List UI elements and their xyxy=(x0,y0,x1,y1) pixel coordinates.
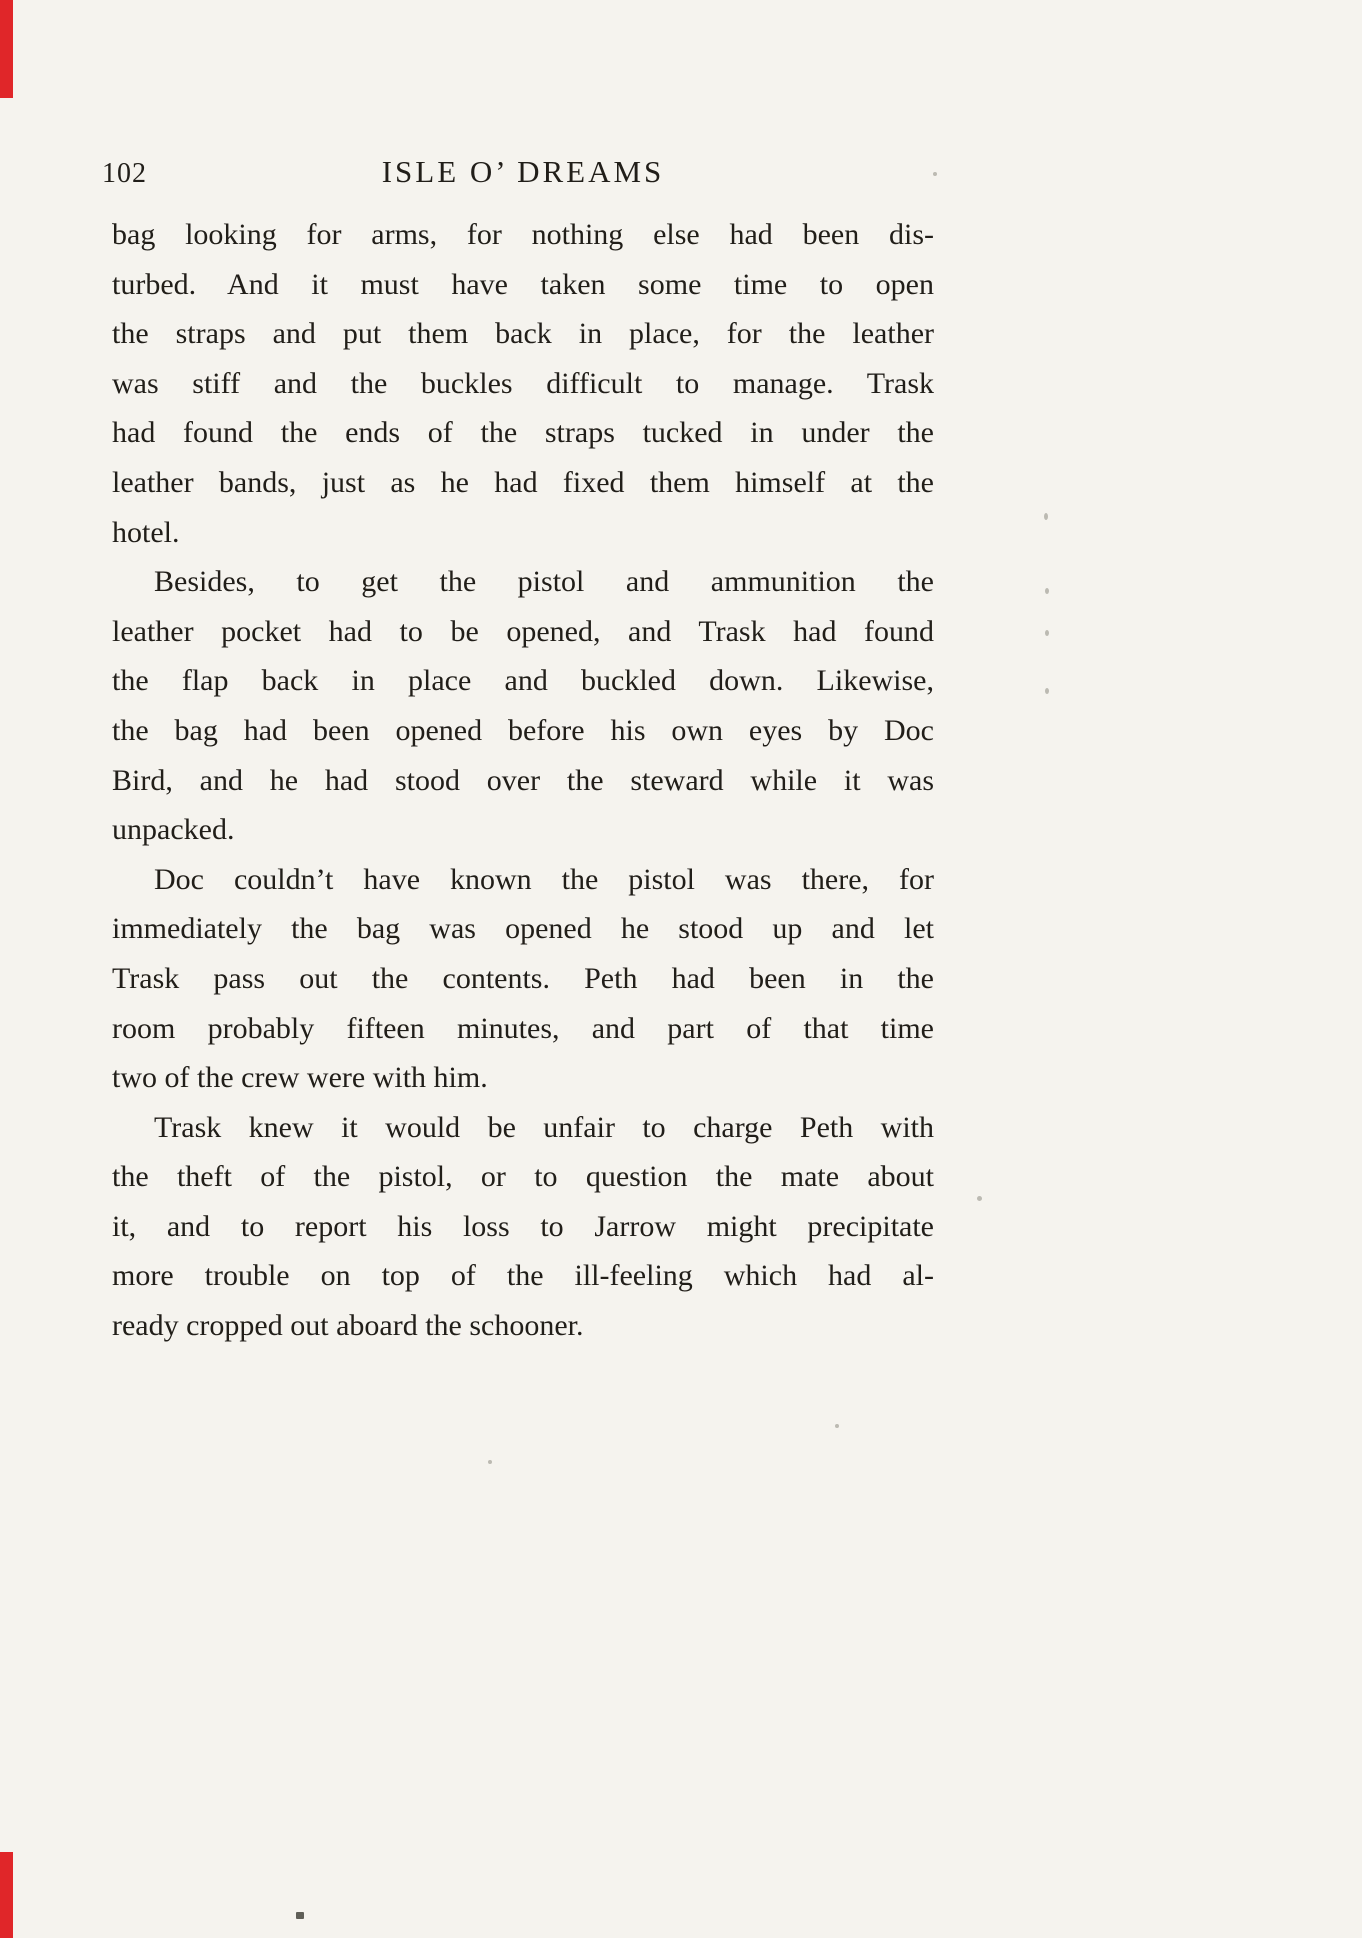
scan-speck xyxy=(977,1196,982,1201)
text-line: the flap back in place and buckled down. Likewise, xyxy=(112,664,934,698)
scan-speck xyxy=(1045,630,1049,636)
text-line: was stiff and the buckles difficult to manage. Trask xyxy=(112,366,934,400)
text-line: ready cropped out aboard the schooner. xyxy=(112,1309,584,1343)
scan-speck xyxy=(835,1424,839,1428)
text-line: Besides, to get the pistol and ammunition the xyxy=(154,565,934,599)
text-line: immediately the bag was opened he stood up and let xyxy=(112,912,934,946)
scan-edge-mark-top xyxy=(0,0,13,98)
text-line: Trask knew it would be unfair to charge Peth with xyxy=(154,1110,934,1144)
text-line: hotel. xyxy=(112,515,180,549)
paragraph xyxy=(112,1103,934,1351)
paragraph xyxy=(112,557,934,855)
scan-speck xyxy=(933,172,937,176)
text-line: Trask pass out the contents. Peth had been in the xyxy=(112,961,934,995)
text-line: unpacked. xyxy=(112,813,235,847)
paragraph xyxy=(112,210,934,557)
page-header xyxy=(102,0,934,190)
text-line: leather bands, just as he had fixed them himself at the xyxy=(112,465,934,499)
text-line: room probably fifteen minutes, and part of that time xyxy=(112,1011,934,1045)
text-block xyxy=(112,210,934,1351)
text-line: leather pocket had to be opened, and Trask had found xyxy=(112,614,934,648)
text-line: Doc couldn’t have known the pistol was there, for xyxy=(154,862,934,896)
paragraph xyxy=(112,855,934,1103)
scan-speck xyxy=(488,1460,492,1464)
running-title: ISLE O’ DREAMS xyxy=(381,154,665,189)
scan-speck xyxy=(1045,588,1049,594)
text-line: two of the crew were with him. xyxy=(112,1061,488,1095)
scan-speck xyxy=(1045,688,1049,694)
text-line: bag looking for arms, for nothing else had been dis- xyxy=(112,218,934,251)
text-line: more trouble on top of the ill-feeling which had al- xyxy=(112,1259,934,1293)
text-line: the bag had been opened before his own eyes by Doc xyxy=(112,713,934,747)
scan-speck xyxy=(1044,513,1048,520)
scan-edge-mark-bottom xyxy=(0,1852,13,1938)
text-line: the theft of the pistol, or to question the mate about xyxy=(112,1160,934,1194)
text-line: it, and to report his loss to Jarrow might precipitate xyxy=(112,1209,934,1243)
text-line: had found the ends of the straps tucked in under the xyxy=(112,416,934,450)
scan-speck xyxy=(296,1912,304,1919)
text-line: the straps and put them back in place, for the leather xyxy=(112,317,934,351)
text-line: turbed. And it must have taken some time to open xyxy=(112,267,934,301)
page-number: 102 xyxy=(102,158,147,189)
text-line: Bird, and he had stood over the steward while it was xyxy=(112,763,934,797)
